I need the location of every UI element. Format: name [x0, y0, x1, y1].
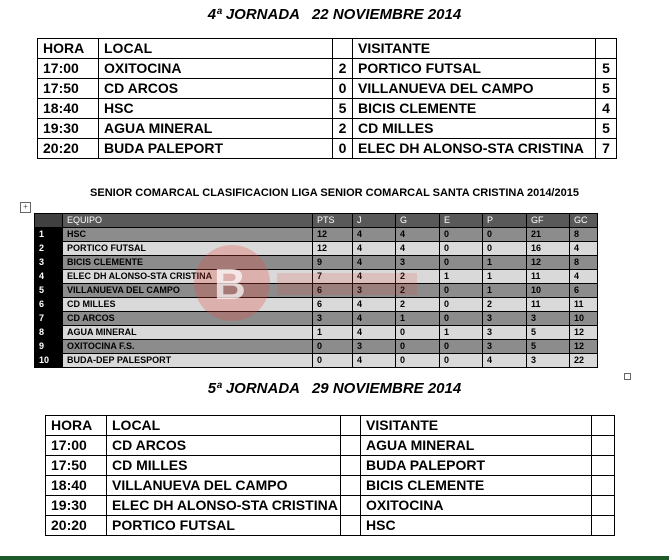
gc-value: 12 — [570, 340, 598, 354]
position: 6 — [35, 298, 63, 312]
gf-value: 10 — [527, 284, 570, 298]
hora-header: HORA — [46, 416, 107, 436]
j-value: 4 — [353, 298, 396, 312]
local-team: AGUA MINERAL — [99, 119, 333, 139]
visitante-header: VISITANTE — [353, 39, 596, 59]
gc-value: 4 — [570, 242, 598, 256]
j-value: 3 — [353, 284, 396, 298]
match-row — [46, 516, 615, 536]
j-header: J — [353, 214, 396, 228]
standings-table — [34, 213, 598, 368]
local-header: LOCAL — [107, 416, 341, 436]
standings-row — [35, 284, 598, 298]
gf-value: 5 — [527, 340, 570, 354]
standings-row — [35, 242, 598, 256]
gf-value: 11 — [527, 298, 570, 312]
team-name: HSC — [63, 228, 313, 242]
footer-line — [0, 556, 669, 560]
match-row — [38, 59, 617, 79]
match-row — [38, 99, 617, 119]
local-team: CD MILLES — [107, 456, 341, 476]
g-value: 4 — [396, 228, 440, 242]
p-value: 0 — [483, 228, 527, 242]
g-header: G — [396, 214, 440, 228]
gf-value: 3 — [527, 312, 570, 326]
visitante-goals: 7 — [596, 139, 617, 159]
team-name: OXITOCINA F.S. — [63, 340, 313, 354]
match-row — [46, 456, 615, 476]
standings-row — [35, 340, 598, 354]
j-value: 4 — [353, 228, 396, 242]
team-name: VILLANUEVA DEL CAMPO — [63, 284, 313, 298]
e-value: 0 — [440, 312, 483, 326]
standings-row — [35, 354, 598, 368]
visitante-team: BICIS CLEMENTE — [353, 99, 596, 119]
match-time: 17:00 — [38, 59, 99, 79]
gf-header: GF — [527, 214, 570, 228]
visitante-team: BUDA PALEPORT — [361, 456, 592, 476]
local-goals-header — [333, 39, 353, 59]
e-header: E — [440, 214, 483, 228]
visitante-goals: 5 — [596, 59, 617, 79]
j-value: 4 — [353, 270, 396, 284]
match-time: 17:50 — [38, 79, 99, 99]
match-row — [46, 436, 615, 456]
team-name: PORTICO FUTSAL — [63, 242, 313, 256]
p-value: 3 — [483, 312, 527, 326]
position: 3 — [35, 256, 63, 270]
gf-value: 3 — [527, 354, 570, 368]
jornada4-table — [37, 38, 617, 159]
local-goals — [341, 476, 361, 496]
local-team: ELEC DH ALONSO-STA CRISTINA — [107, 496, 341, 516]
position: 4 — [35, 270, 63, 284]
j-value: 4 — [353, 354, 396, 368]
match-time: 19:30 — [38, 119, 99, 139]
table-resize-handle[interactable] — [624, 373, 631, 380]
e-value: 0 — [440, 354, 483, 368]
match-row — [38, 119, 617, 139]
j-value: 3 — [353, 340, 396, 354]
pts-value: 6 — [313, 298, 353, 312]
local-goals-header — [341, 416, 361, 436]
pts-value: 6 — [313, 284, 353, 298]
standings-row — [35, 256, 598, 270]
j-value: 4 — [353, 242, 396, 256]
jornada4-title: 4ª JORNADA 22 NOVIEMBRE 2014 — [207, 6, 462, 23]
visitante-team: CD MILLES — [353, 119, 596, 139]
standings-row — [35, 312, 598, 326]
j-value: 4 — [353, 256, 396, 270]
p-value: 3 — [483, 326, 527, 340]
gf-value: 5 — [527, 326, 570, 340]
visitante-team: VILLANUEVA DEL CAMPO — [353, 79, 596, 99]
local-goals: 0 — [333, 139, 353, 159]
e-value: 0 — [440, 298, 483, 312]
gc-value: 10 — [570, 312, 598, 326]
visitante-team: BICIS CLEMENTE — [361, 476, 592, 496]
match-time: 17:00 — [46, 436, 107, 456]
svg-text:B: B — [214, 260, 246, 309]
position: 9 — [35, 340, 63, 354]
visitante-goals — [592, 456, 615, 476]
team-name: AGUA MINERAL — [63, 326, 313, 340]
pts-value: 7 — [313, 270, 353, 284]
pts-value: 12 — [313, 242, 353, 256]
jornada5-table — [45, 415, 615, 536]
visitante-goals-header — [592, 416, 615, 436]
standings-title: SENIOR COMARCAL CLASIFICACION LIGA SENIOR COMARCAL SANTA CRISTINA 2014/2015 — [90, 187, 579, 199]
standings-row — [35, 326, 598, 340]
e-value: 0 — [440, 228, 483, 242]
match-row — [38, 139, 617, 159]
match-time: 19:30 — [46, 496, 107, 516]
e-value: 0 — [440, 256, 483, 270]
g-value: 3 — [396, 256, 440, 270]
j-value: 4 — [353, 326, 396, 340]
match-time: 20:20 — [46, 516, 107, 536]
match-time: 18:40 — [38, 99, 99, 119]
equipo-header: EQUIPO — [63, 214, 313, 228]
hora-header: HORA — [38, 39, 99, 59]
p-value: 1 — [483, 256, 527, 270]
local-team: VILLANUEVA DEL CAMPO — [107, 476, 341, 496]
visitante-team: OXITOCINA — [361, 496, 592, 516]
visitante-goals: 5 — [596, 79, 617, 99]
visitante-goals-header — [596, 39, 617, 59]
position: 7 — [35, 312, 63, 326]
local-goals: 2 — [333, 119, 353, 139]
e-value: 0 — [440, 340, 483, 354]
e-value: 1 — [440, 270, 483, 284]
local-team: OXITOCINA — [99, 59, 333, 79]
move-cross-icon[interactable]: + — [20, 202, 31, 213]
visitante-team: HSC — [361, 516, 592, 536]
pts-value: 0 — [313, 340, 353, 354]
jornada5-title: 5ª JORNADA 29 NOVIEMBRE 2014 — [207, 380, 462, 397]
local-team: PORTICO FUTSAL — [107, 516, 341, 536]
p-value: 1 — [483, 270, 527, 284]
p-value: 3 — [483, 340, 527, 354]
e-value: 0 — [440, 242, 483, 256]
gc-value: 11 — [570, 298, 598, 312]
local-team: CD ARCOS — [99, 79, 333, 99]
visitante-goals — [592, 476, 615, 496]
visitante-header: VISITANTE — [361, 416, 592, 436]
local-team: CD ARCOS — [107, 436, 341, 456]
p-value: 4 — [483, 354, 527, 368]
e-value: 1 — [440, 326, 483, 340]
p-value: 2 — [483, 298, 527, 312]
jornada5-header-row — [46, 416, 615, 436]
local-goals — [341, 436, 361, 456]
visitante-goals — [592, 436, 615, 456]
visitante-team: ELEC DH ALONSO-STA CRISTINA — [353, 139, 596, 159]
visitante-goals: 4 — [596, 99, 617, 119]
local-goals — [341, 496, 361, 516]
local-goals: 2 — [333, 59, 353, 79]
standings-header-row — [35, 214, 598, 228]
position: 8 — [35, 326, 63, 340]
j-value: 4 — [353, 312, 396, 326]
gf-value: 16 — [527, 242, 570, 256]
e-value: 0 — [440, 284, 483, 298]
standings-row — [35, 228, 598, 242]
position: 10 — [35, 354, 63, 368]
visitante-goals — [592, 496, 615, 516]
team-name: CD ARCOS — [63, 312, 313, 326]
visitante-goals — [592, 516, 615, 536]
gf-value: 11 — [527, 270, 570, 284]
g-value: 0 — [396, 326, 440, 340]
match-row — [46, 476, 615, 496]
visitante-goals: 5 — [596, 119, 617, 139]
p-value: 0 — [483, 242, 527, 256]
match-time: 17:50 — [46, 456, 107, 476]
gf-value: 12 — [527, 256, 570, 270]
pts-value: 3 — [313, 312, 353, 326]
standings-row — [35, 270, 598, 284]
match-row — [46, 496, 615, 516]
local-goals: 5 — [333, 99, 353, 119]
gc-value: 12 — [570, 326, 598, 340]
g-value: 2 — [396, 270, 440, 284]
local-goals: 0 — [333, 79, 353, 99]
gc-value: 8 — [570, 228, 598, 242]
team-name: ELEC DH ALONSO-STA CRISTINA — [63, 270, 313, 284]
match-time: 20:20 — [38, 139, 99, 159]
team-name: CD MILLES — [63, 298, 313, 312]
team-name: BUDA-DEP PALESPORT — [63, 354, 313, 368]
standings-row — [35, 298, 598, 312]
visitante-team: PORTICO FUTSAL — [353, 59, 596, 79]
match-time: 18:40 — [46, 476, 107, 496]
position: 1 — [35, 228, 63, 242]
position: 2 — [35, 242, 63, 256]
local-header: LOCAL — [99, 39, 333, 59]
pos-header — [35, 214, 63, 228]
gc-value: 8 — [570, 256, 598, 270]
pts-value: 12 — [313, 228, 353, 242]
p-header: P — [483, 214, 527, 228]
g-value: 4 — [396, 242, 440, 256]
team-name: BICIS CLEMENTE — [63, 256, 313, 270]
g-value: 2 — [396, 284, 440, 298]
g-value: 1 — [396, 312, 440, 326]
gf-value: 21 — [527, 228, 570, 242]
pts-value: 1 — [313, 326, 353, 340]
local-team: BUDA PALEPORT — [99, 139, 333, 159]
local-goals — [341, 456, 361, 476]
pts-header: PTS — [313, 214, 353, 228]
g-value: 0 — [396, 354, 440, 368]
jornada4-header-row — [38, 39, 617, 59]
gc-value: 4 — [570, 270, 598, 284]
g-value: 0 — [396, 340, 440, 354]
match-row — [38, 79, 617, 99]
visitante-team: AGUA MINERAL — [361, 436, 592, 456]
local-goals — [341, 516, 361, 536]
position: 5 — [35, 284, 63, 298]
p-value: 1 — [483, 284, 527, 298]
gc-value: 22 — [570, 354, 598, 368]
pts-value: 0 — [313, 354, 353, 368]
pts-value: 9 — [313, 256, 353, 270]
gc-header: GC — [570, 214, 598, 228]
local-team: HSC — [99, 99, 333, 119]
gc-value: 6 — [570, 284, 598, 298]
g-value: 2 — [396, 298, 440, 312]
